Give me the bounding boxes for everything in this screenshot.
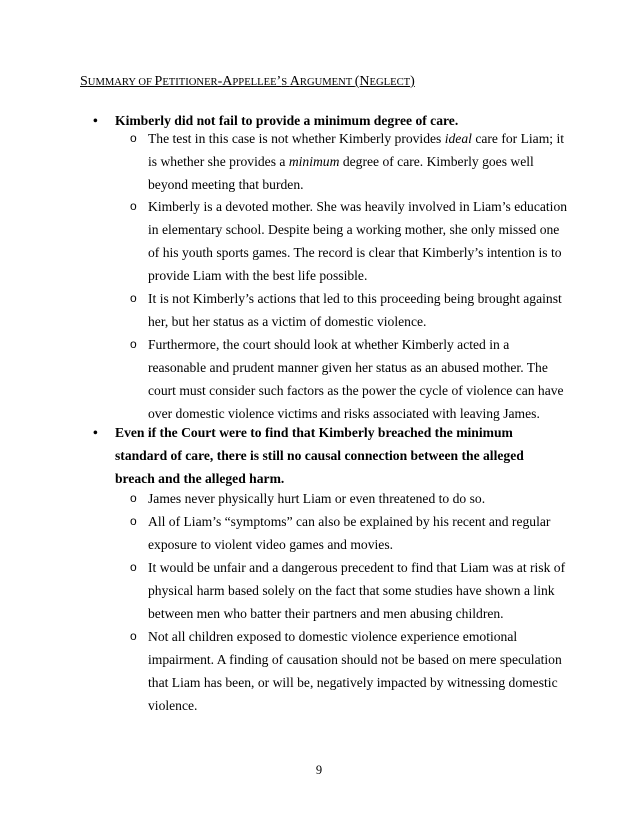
emphasis-text: ideal (444, 131, 472, 146)
bullet-dot: • (93, 113, 98, 128)
heading-part: S (80, 74, 88, 89)
sub-point (128, 333, 568, 425)
heading-part: ETITIONER (162, 77, 218, 88)
sub-point-text: Furthermore, the court should look at whether Kimberly acted in a reasonable and prudent manner given her status as an abused mother. The court must consider such factors as the power the cycle of violence can have over domestic violence victims and risks associated with leaving James. (148, 337, 564, 421)
sub-point (128, 195, 568, 287)
bullet-text: Even if the Court were to find that Kimberly breached the minimum standard of care, there is still no causal connection between the alleged breach and the alleged harm. (115, 425, 524, 486)
sub-bullet-marker: o (130, 514, 137, 528)
page-number: 9 (315, 763, 323, 777)
text-run: degree of care. Kimberly goes well beyond meeting that burden. (148, 154, 534, 192)
sub-point (128, 487, 568, 510)
heading-part: RGUMENT (299, 77, 355, 88)
argument-bullet (80, 421, 560, 490)
emphasis-text: minimum (288, 154, 340, 169)
sub-point-text: All of Liam’s “symptoms” can also be explained by his recent and regular exposure to violent video games and movies. (148, 514, 551, 552)
heading-part: PPELLEE (232, 77, 277, 88)
sub-bullet-marker: o (130, 199, 137, 213)
bullet-text: Kimberly did not fail to provide a minimum degree of care. (115, 113, 459, 128)
text-run: care for Liam; it is whether she provides a (148, 131, 565, 169)
heading-part: (N (354, 74, 370, 89)
sub-bullet-marker: o (130, 337, 137, 351)
heading-part: S (281, 77, 290, 88)
sub-point-text (148, 127, 568, 196)
sub-point (128, 625, 568, 717)
sub-bullet-marker: o (130, 560, 137, 574)
heading-part: A (289, 74, 300, 89)
heading-part: EGLECT (369, 77, 411, 88)
sub-bullet-marker: o (130, 291, 137, 305)
heading-part: UMMARY OF (87, 77, 155, 88)
sub-point (128, 127, 568, 196)
heading-part: P (154, 74, 163, 89)
sub-point (128, 287, 568, 333)
bullet-dot: • (93, 425, 98, 440)
sub-bullet-marker: o (130, 629, 137, 643)
sub-point-text: Not all children exposed to domestic violence experience emotional impairment. A finding of causation should not be based on mere speculation that Liam has been, or will be, negatively impacted by witnessing domestic violence. (148, 629, 562, 713)
heading-part: ) (410, 74, 415, 89)
sub-bullet-marker: o (130, 491, 137, 505)
sub-point-text: Kimberly is a devoted mother. She was heavily involved in Liam’s education in elementary school. Despite being a working mother, she only missed one of his youth sports games. The record is clear that Kimberly’s intention is to provide Liam with the best life possible. (148, 199, 568, 283)
section-heading (80, 74, 415, 90)
sub-point (128, 556, 568, 625)
sub-point (128, 510, 568, 556)
heading-part: -A (217, 74, 233, 89)
sub-point-text: It would be unfair and a dangerous precedent to find that Liam was at risk of physical harm based solely on the fact that some studies have shown a link between men who batter their partners and men abusing children. (148, 560, 566, 621)
heading-part: ’ (276, 74, 282, 89)
sub-point-text: It is not Kimberly’s actions that led to this proceeding being brought against her, but her status as a victim of domestic violence. (148, 291, 562, 329)
text-run: The test in this case is not whether Kimberly provides (148, 131, 445, 146)
sub-point-text: James never physically hurt Liam or even threatened to do so. (148, 491, 486, 506)
sub-bullet-marker: o (130, 131, 137, 145)
